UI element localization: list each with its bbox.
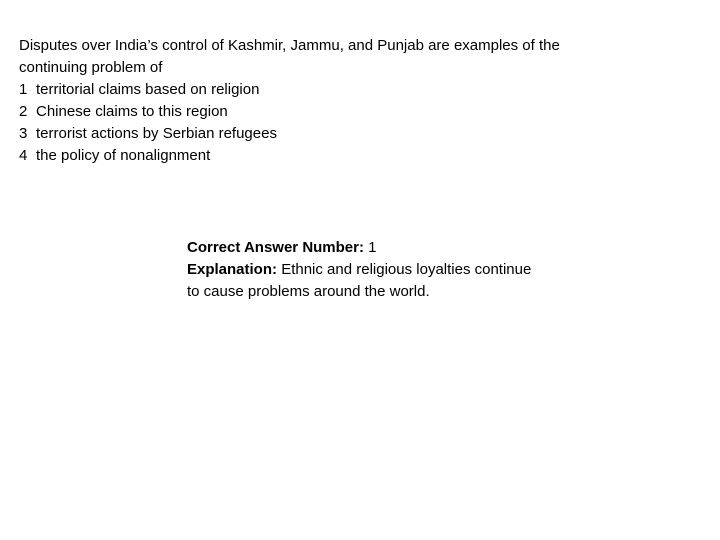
option-item [19,123,699,145]
option-number: 2 [19,103,28,120]
explanation-label: Explanation: [187,261,278,278]
explanation-line [187,259,547,303]
correct-answer-value: 1 [368,239,377,256]
answer-block [187,237,547,303]
option-number: 4 [19,147,28,164]
option-text: Chinese claims to this region [36,103,228,120]
options-list [19,79,699,167]
option-item [19,101,699,123]
option-text: terrorist actions by Serbian refugees [36,125,277,142]
option-number: 3 [19,125,28,142]
option-text: the policy of nonalignment [36,147,211,164]
option-text: territorial claims based on religion [36,81,260,98]
explanation-text: Ethnic and religious loyalties continue to cause problems around the world. [187,261,532,300]
question-block [19,35,699,167]
option-number: 1 [19,81,28,98]
option-item [19,145,699,167]
question-text: Disputes over India’s control of Kashmir, Jammu, and Punjab are examples of the continuing problem of [19,37,560,76]
correct-answer-label: Correct Answer Number: [187,239,364,256]
correct-answer-line [187,237,547,259]
option-item [19,79,699,101]
